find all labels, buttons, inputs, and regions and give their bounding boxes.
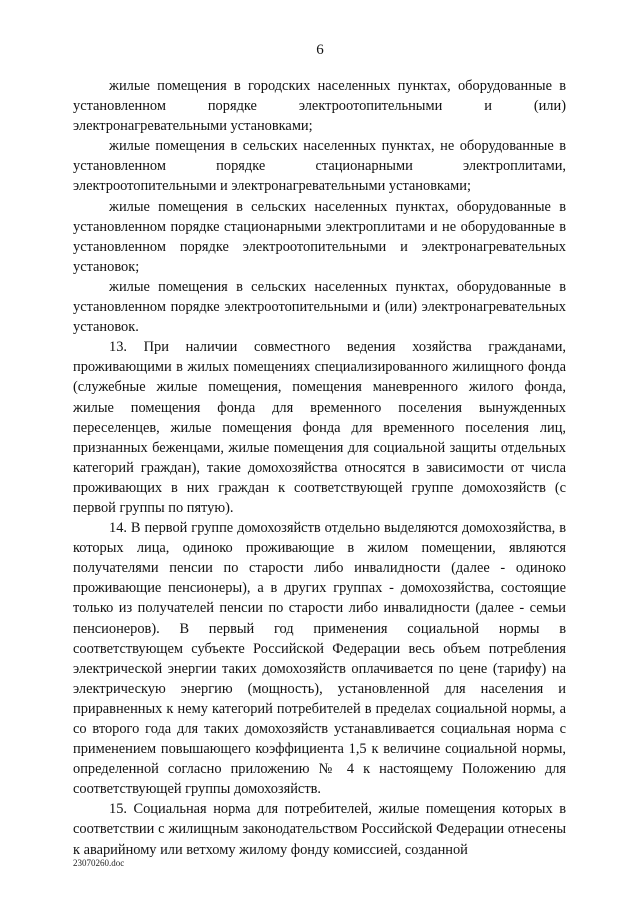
paragraph-13: 13. При наличии совместного ведения хозяйства гражданами, проживающими в жилых помещениях специализированного жилищного фонда (служебные жилые помещения, помещения маневренного жилого фонда, жилые помещения фонда для временного поселения вынужденных переселенцев, жилые помещения фонда для временного поселения лиц, признанных беженцами, жилые помещения для социальной защиты отдельных категорий граждан), такие домохозяйства относятся в зависимости от числа проживающих в них граждан к соответствующей группе домохозяйств (с первой группы по пятую).	[73, 339, 566, 516]
paragraph-rural-not-equipped: жилые помещения в сельских населенных пунктах, не оборудованные в установленном порядке стационарными электроплитами, электроотопительными и электронагревательными установками;	[73, 138, 566, 195]
document-body	[73, 76, 566, 860]
paragraph-15: 15. Социальная норма для потребителей, жилые помещения которых в соответствии с жилищным законодательством Российской Федерации отнесены к аварийному или ветхому жилому фонду комиссией, созданной	[73, 801, 566, 858]
paragraph-rural-heating: жилые помещения в сельских населенных пунктах, оборудованные в установленном порядке электроотопительными и (или) электронагревательных установок.	[73, 278, 566, 336]
paragraph-urban-electric: жилые помещения в городских населенных пунктах, оборудованные в установленном порядке электроотопительными и (или) электронагревательными установками;	[73, 78, 566, 135]
file-name-footer: 23070260.doc	[73, 858, 125, 868]
paragraph-rural-stoves: жилые помещения в сельских населенных пунктах, оборудованные в установленном порядке стационарными электроплитами и не оборудованные в установленном порядке электроотопительными и электронагревательных установок;	[73, 198, 566, 275]
page-number: 6	[316, 42, 324, 58]
paragraph-14: 14. В первой группе домохозяйств отдельно выделяются домохозяйства, в которых лица, одиноко проживающие в жилом помещении, являются получателями пенсии по старости либо инвалидности (далее - одиноко проживающие пенсионеры), а в других группах - домохозяйства, состоящие только из получателей пенсии по старости либо инвалидности (далее - семьи пенсионеров). В первый год применения социальной нормы в соответствующем субъекте Российской Федерации весь объем потребления электрической энергии таких домохозяйств оплачивается по цене (тарифу) на электрическую энергию (мощность), установленной для населения и приравненных к нему категорий потребителей в пределах социальной нормы, а со второго года для таких домохозяйств устанавливается социальная норма с применением повышающего коэффициента 1,5 к величине социальной нормы, определенной согласно приложению № 4 к настоящему Положению для соответствующей группы домохозяйств.	[73, 520, 566, 798]
